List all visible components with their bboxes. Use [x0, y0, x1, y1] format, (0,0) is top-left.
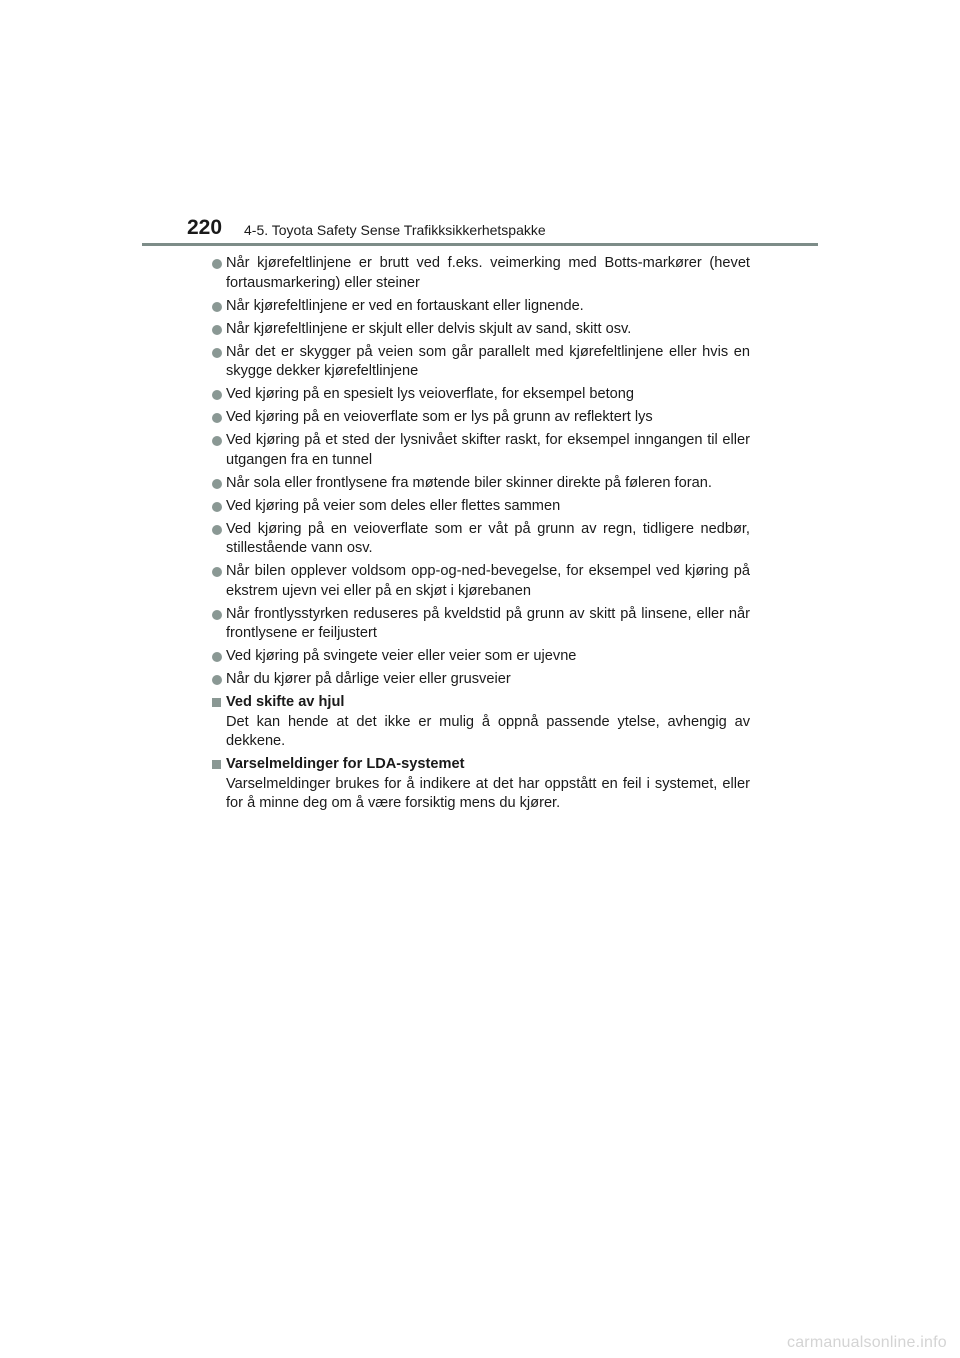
circle-bullet-icon	[212, 302, 222, 312]
subsection-heading: Varselmeldinger for LDA-systemet	[226, 756, 465, 772]
circle-bullet-icon	[212, 436, 222, 446]
list-item	[212, 562, 750, 601]
list-item	[212, 431, 750, 470]
circle-bullet-icon	[212, 675, 222, 685]
circle-bullet-icon	[212, 567, 222, 577]
list-item-text: Når sola eller frontlysene fra møtende biler skinner direkte på føleren foran.	[226, 474, 712, 491]
list-item-text: Ved kjøring på en veioverflate som er lys på grunn av reflektert lys	[226, 409, 653, 425]
condition-list	[212, 254, 750, 690]
list-item-text: Når kjørefeltlinjene er brutt ved f.eks. veimerking med Botts-markører (hevet fortausmarkering) eller steiner	[226, 255, 750, 291]
square-bullet-icon	[212, 760, 221, 769]
circle-bullet-icon	[212, 348, 222, 358]
list-item	[212, 474, 750, 494]
list-item-text: Når kjørefeltlinjene er ved en fortauskant eller lignende.	[226, 297, 584, 314]
circle-bullet-icon	[212, 502, 222, 512]
page-content	[212, 254, 750, 817]
list-item	[212, 670, 750, 690]
subsection-wheel-change	[212, 693, 750, 752]
circle-bullet-icon	[212, 652, 222, 662]
list-item	[212, 297, 750, 317]
list-item-text: Ved kjøring på svingete veier eller veier som er ujevne	[226, 648, 577, 664]
list-item-text: Ved kjøring på en veioverflate som er våt på grunn av regn, tidligere nedbør, stillestående vann osv.	[226, 520, 750, 556]
watermark: carmanualsonline.info	[787, 1334, 947, 1351]
list-item-text: Når det er skygger på veien som går parallelt med kjørefeltlinjene eller hvis en skygge dekker kjørefeltlinjene	[226, 343, 750, 379]
subsection-body: Det kan hende at det ikke er mulig å oppnå passende ytelse, avhengig av dekkene.	[226, 713, 750, 749]
subsection-lda-warnings	[212, 755, 750, 814]
page-number: 220	[187, 216, 223, 239]
list-item-text: Når du kjører på dårlige veier eller grusveier	[226, 671, 511, 687]
list-item	[212, 320, 750, 340]
circle-bullet-icon	[212, 325, 222, 335]
list-item	[212, 605, 750, 644]
list-item-text: Når frontlysstyrken reduseres på kveldstid på grunn av skitt på linsene, eller når frontlysene er feiljustert	[226, 605, 750, 641]
circle-bullet-icon	[212, 610, 222, 620]
list-item	[212, 408, 750, 428]
circle-bullet-icon	[212, 390, 222, 400]
list-item	[212, 343, 750, 382]
subsection-heading: Ved skifte av hjul	[226, 694, 345, 710]
list-item	[212, 647, 750, 667]
list-item-text: Når bilen opplever voldsom opp-og-ned-bevegelse, for eksempel ved kjøring på ekstrem ujevn vei eller på en skjøt i kjørebanen	[226, 563, 750, 599]
list-item	[212, 497, 750, 517]
section-title: 4-5. Toyota Safety Sense Trafikksikkerhetspakke	[244, 222, 546, 238]
list-item-text: Ved kjøring på en spesielt lys veioverflate, for eksempel betong	[226, 386, 635, 402]
list-item-text: Ved kjøring på et sted der lysnivået skifter raskt, for eksempel inngangen til eller utgangen fra en tunnel	[226, 432, 750, 468]
circle-bullet-icon	[212, 479, 222, 489]
subsection-body: Varselmeldinger brukes for å indikere at det har oppstått en feil i systemet, eller for å minne deg om å være forsiktig mens du kjører.	[226, 775, 750, 811]
list-item	[212, 385, 750, 405]
list-item	[212, 254, 750, 293]
list-item-text: Ved kjøring på veier som deles eller flettes sammen	[226, 497, 561, 514]
circle-bullet-icon	[212, 525, 222, 535]
list-item	[212, 520, 750, 559]
square-bullet-icon	[212, 698, 221, 707]
circle-bullet-icon	[212, 259, 222, 269]
header-rule	[142, 243, 818, 246]
list-item-text: Når kjørefeltlinjene er skjult eller delvis skjult av sand, skitt osv.	[226, 320, 632, 337]
circle-bullet-icon	[212, 413, 222, 423]
page-header	[0, 0, 960, 250]
